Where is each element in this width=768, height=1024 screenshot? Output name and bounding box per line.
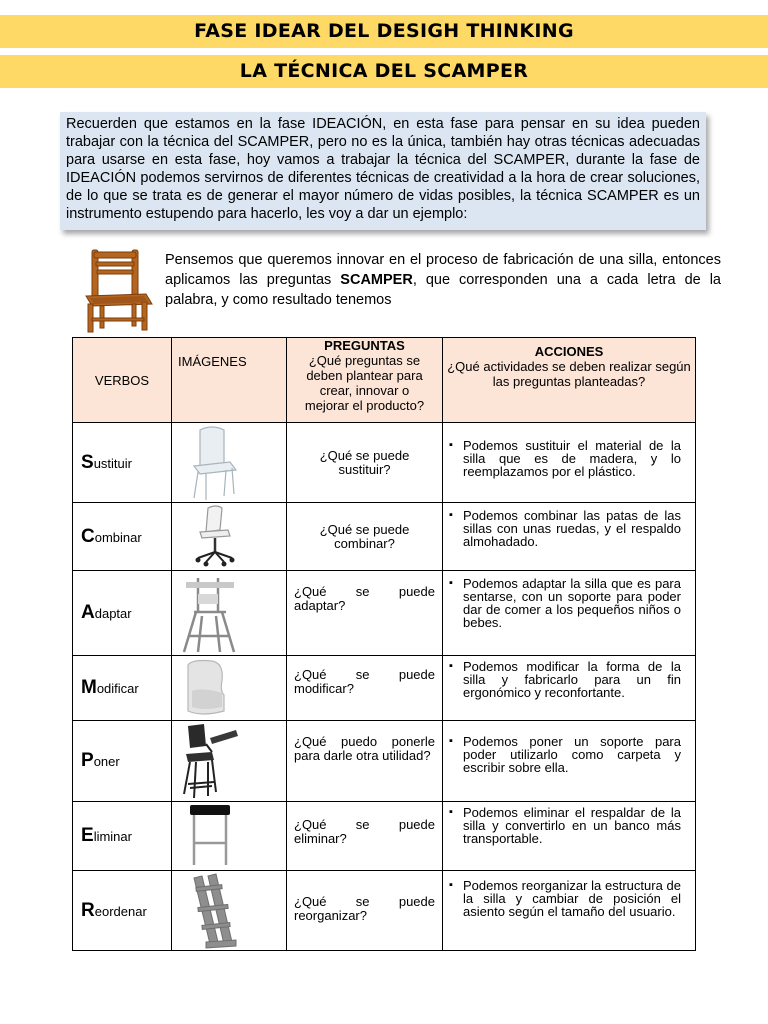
image-cell (172, 571, 287, 656)
action-item: ▪ Podemos adaptar la silla que es para sentarse, con un soporte para poder dar de comer a los pequeños niños o bebes. (449, 577, 681, 629)
high-chair-image (172, 572, 287, 655)
action-cell (443, 721, 696, 802)
header-acciones-title: ACCIONES (534, 344, 604, 359)
verb-letter: P (81, 750, 94, 771)
verb-cell (73, 721, 172, 802)
question-cell: ¿Qué se puede sustituir? (287, 423, 443, 503)
image-cell (172, 503, 287, 571)
verb-letter: A (81, 602, 95, 623)
action-cell (443, 656, 696, 721)
verb-letter: C (81, 525, 95, 547)
table-row (73, 503, 696, 571)
header-preguntas-sub: ¿Qué preguntas se deben plantear para crear, innovar o mejorar el producto? (304, 353, 425, 413)
question-cell: ¿Qué se puede modificar? (287, 656, 443, 721)
action-item: ▪ Podemos eliminar el respaldar de la silla y convertirlo en un banco más transportable. (449, 806, 681, 845)
image-cell (172, 721, 287, 802)
wooden-chair-image (80, 248, 156, 334)
action-cell (443, 571, 696, 656)
lead-keyword: SCAMPER (340, 272, 413, 288)
verb-rest: oner (93, 754, 120, 769)
verb-cell (73, 503, 172, 571)
verb-cell (73, 423, 172, 503)
desk-chair-image (172, 722, 287, 801)
swivel-chair-image (172, 504, 287, 570)
verb-letter: R (81, 899, 95, 921)
action-cell (443, 802, 696, 871)
action-item: ▪ Podemos combinar las patas de las sillas con unas ruedas, y el respaldo almohadado. (449, 509, 681, 548)
action-cell (443, 423, 696, 503)
header-acciones-sub: ¿Qué actividades se deben realizar según las preguntas planteadas? (447, 359, 691, 389)
header-preguntas (287, 338, 443, 423)
lead-text-after: , que corresponden una a cada letra de la palabra, y como resultado tenemos (165, 272, 721, 308)
action-cell (443, 871, 696, 951)
lead-text-before: Pensemos que queremos innovar en el proceso de fabricación de una silla, entonces aplicamos las preguntas (165, 252, 721, 288)
action-cell (443, 503, 696, 571)
lead-paragraph (165, 250, 721, 310)
table-row (73, 656, 696, 721)
image-cell (172, 423, 287, 503)
verb-cell (73, 871, 172, 951)
verb-rest: ombinar (94, 529, 142, 545)
header-imagenes: IMÁGENES (172, 338, 287, 423)
verb-cell (73, 802, 172, 871)
verb-rest: odificar (96, 681, 139, 696)
table-row (73, 721, 696, 802)
adjustable-chair-image (172, 872, 287, 950)
verb-letter: E (81, 825, 94, 846)
verb-rest: liminar (93, 829, 132, 844)
verb-rest: daptar (94, 606, 132, 621)
header-preguntas-title: PREGUNTAS (324, 338, 405, 353)
table-row (73, 802, 696, 871)
question-cell: ¿Qué se puede eliminar? (287, 802, 443, 871)
intro-text: Recuerden que estamos en la fase IDEACIÓN, en esta fase para pensar en su idea pueden trabajar con la técnica del SCAMPER, pero no es la única, también hay otras técnicas adecuadas para usarse en esta fase, hoy vamos a trabajar la técnica del SCAMPER, durante la fase de IDEACIÓN podemos servirnos de diferentes técnicas de creatividad a la hora de crear soluciones, de lo que se trata es de generar el mayor número de vidas posibles, la técnica SCAMPER es un instrumento estupendo para hacerlo, les voy a dar un ejemplo: (66, 116, 700, 222)
table-row (73, 571, 696, 656)
verb-letter: M (81, 677, 97, 698)
lounge-chair-image (172, 657, 287, 720)
verb-cell (73, 571, 172, 656)
header-verbos: VERBOS (73, 338, 172, 423)
scamper-table (72, 337, 696, 951)
question-cell: ¿Qué se puede reorganizar? (287, 871, 443, 951)
table-row (73, 423, 696, 503)
stool-image (172, 803, 287, 870)
image-cell (172, 656, 287, 721)
verb-cell (73, 656, 172, 721)
question-cell: ¿Qué se puede adaptar? (287, 571, 443, 656)
action-item: ▪ Podemos sustituir el material de la silla que es de madera, y lo reemplazamos por el plástico. (449, 439, 681, 478)
table-header-row (73, 338, 696, 423)
transparent-chair-image (172, 424, 287, 502)
image-cell (172, 802, 287, 871)
action-item: ▪ Podemos poner un soporte para poder utilizarlo como carpeta y escribir sobre ella. (449, 735, 681, 774)
page-subtitle: LA TÉCNICA DEL SCAMPER (0, 55, 768, 88)
intro-box (60, 112, 706, 230)
header-acciones (443, 338, 696, 423)
verb-rest: ustituir (93, 455, 132, 471)
question-cell: ¿Qué puedo ponerle para darle otra utilidad? (287, 721, 443, 802)
table-row (73, 871, 696, 951)
verb-rest: eordenar (94, 903, 147, 919)
page-title: FASE IDEAR DEL DESIGH THINKING (0, 15, 768, 48)
action-item: ▪ Podemos modificar la forma de la silla y fabricarlo para un fin ergonómico y reconfortante. (449, 660, 681, 699)
verb-letter: S (81, 451, 94, 473)
action-item: ▪ Podemos reorganizar la estructura de la silla y cambiar de posición el asiento según el tamaño del usuario. (449, 879, 681, 918)
image-cell (172, 871, 287, 951)
question-cell: ¿Qué se puede combinar? (287, 503, 443, 571)
